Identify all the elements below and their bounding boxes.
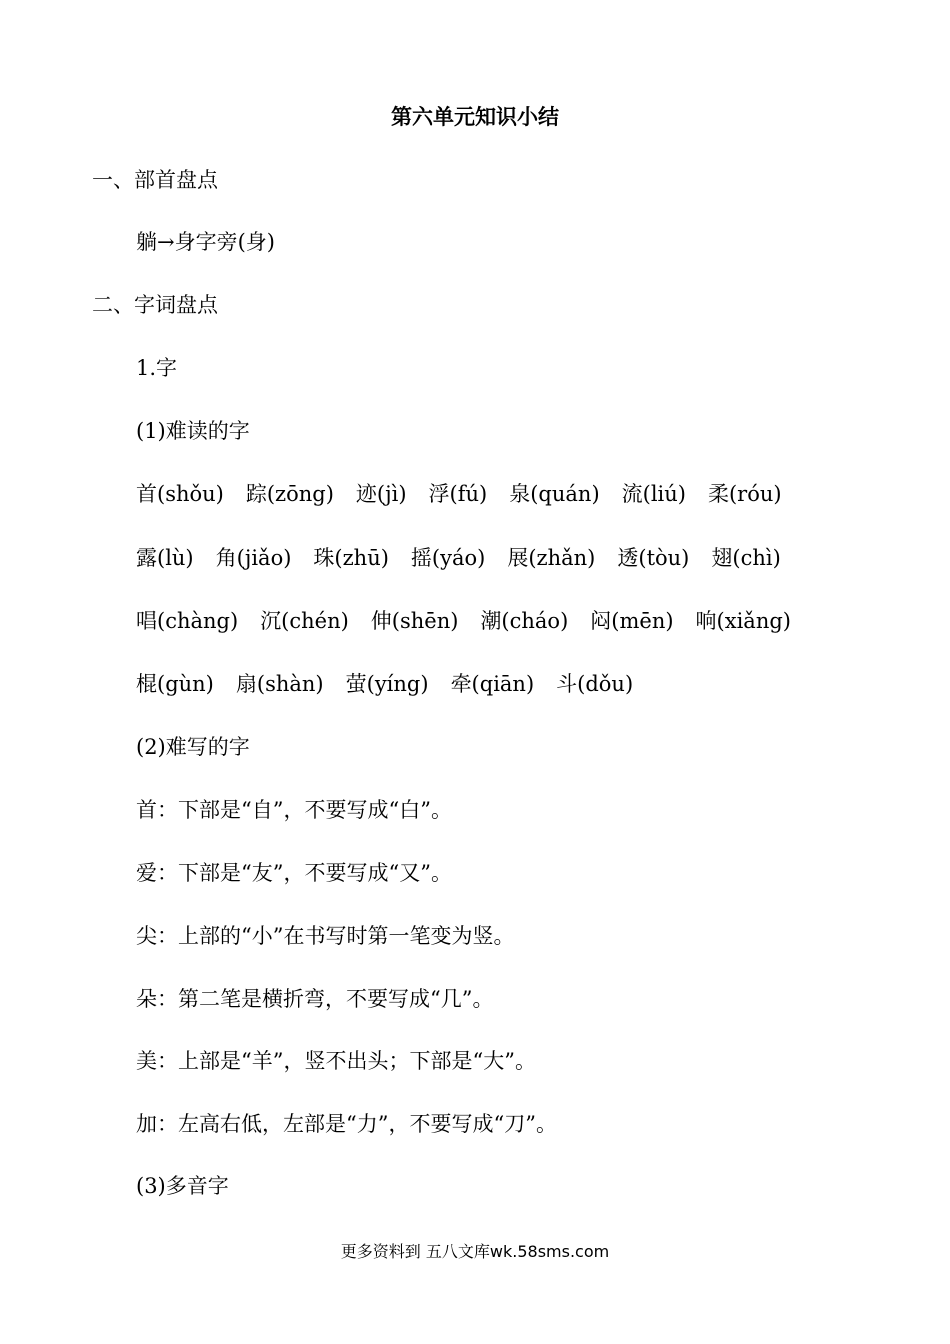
subheading-hard-to-write: (2)难写的字 bbox=[136, 735, 250, 759]
pinyin-item: 萤(yíng) bbox=[345, 672, 429, 696]
pinyin-item: 牵(qiān) bbox=[450, 672, 535, 696]
footer-site-link[interactable]: wk.58sms.com bbox=[489, 1242, 610, 1261]
pinyin-row bbox=[136, 606, 813, 636]
pinyin-item: 浮(fú) bbox=[428, 482, 488, 506]
pinyin-item: 沉(chén) bbox=[260, 609, 349, 633]
page-title: 第六单元知识小结 bbox=[391, 104, 559, 129]
pinyin-row bbox=[136, 543, 803, 573]
writing-note: 尖：上部的“小”在书写时第一笔变为竖。 bbox=[136, 924, 515, 948]
section-heading-radicals: 一、部首盘点 bbox=[92, 168, 218, 192]
pinyin-item: 棍(gùn) bbox=[136, 672, 214, 696]
subheading-polyphonic: (3)多音字 bbox=[136, 1174, 229, 1198]
pinyin-item: 伸(shēn) bbox=[370, 609, 459, 633]
radical-item: 躺→身字旁(身) bbox=[136, 230, 275, 254]
pinyin-item: 流(liú) bbox=[621, 482, 686, 506]
subheading-characters: 1.字 bbox=[136, 356, 178, 380]
pinyin-item: 露(lù) bbox=[136, 546, 194, 570]
writing-note: 加：左高右低，左部是“力”，不要写成“刀”。 bbox=[136, 1112, 557, 1136]
writing-note: 朵：第二笔是横折弯，不要写成“几”。 bbox=[136, 987, 494, 1011]
pinyin-item: 踪(zōng) bbox=[245, 482, 334, 506]
pinyin-item: 迹(jì) bbox=[355, 482, 407, 506]
subheading-hard-to-read: (1)难读的字 bbox=[136, 419, 250, 443]
pinyin-row bbox=[136, 669, 655, 699]
footer-prefix: 更多资料到 五八文库 bbox=[340, 1242, 490, 1261]
pinyin-row bbox=[136, 479, 804, 509]
pinyin-item: 珠(zhū) bbox=[313, 546, 389, 570]
pinyin-item: 展(zhǎn) bbox=[507, 546, 596, 570]
pinyin-item: 角(jiǎo) bbox=[215, 546, 292, 570]
pinyin-item: 斗(dǒu) bbox=[556, 672, 634, 696]
pinyin-item: 首(shǒu) bbox=[136, 482, 224, 506]
section-heading-words: 二、字词盘点 bbox=[92, 293, 218, 317]
pinyin-item: 柔(róu) bbox=[707, 482, 782, 506]
pinyin-item: 潮(cháo) bbox=[480, 609, 569, 633]
pinyin-item: 唱(chàng) bbox=[136, 609, 239, 633]
pinyin-item: 泉(quán) bbox=[509, 482, 600, 506]
page-footer bbox=[0, 1240, 950, 1264]
pinyin-item: 摇(yáo) bbox=[410, 546, 486, 570]
pinyin-item: 响(xiǎng) bbox=[695, 609, 791, 633]
writing-note: 首：下部是“自”，不要写成“白”。 bbox=[136, 798, 452, 822]
pinyin-item: 翅(chì) bbox=[711, 546, 781, 570]
pinyin-item: 闷(mēn) bbox=[590, 609, 674, 633]
pinyin-item: 透(tòu) bbox=[617, 546, 690, 570]
pinyin-item: 扇(shàn) bbox=[235, 672, 324, 696]
writing-note: 爱：下部是“友”，不要写成“又”。 bbox=[136, 861, 452, 885]
writing-note: 美：上部是“羊”，竖不出头；下部是“大”。 bbox=[136, 1049, 536, 1073]
